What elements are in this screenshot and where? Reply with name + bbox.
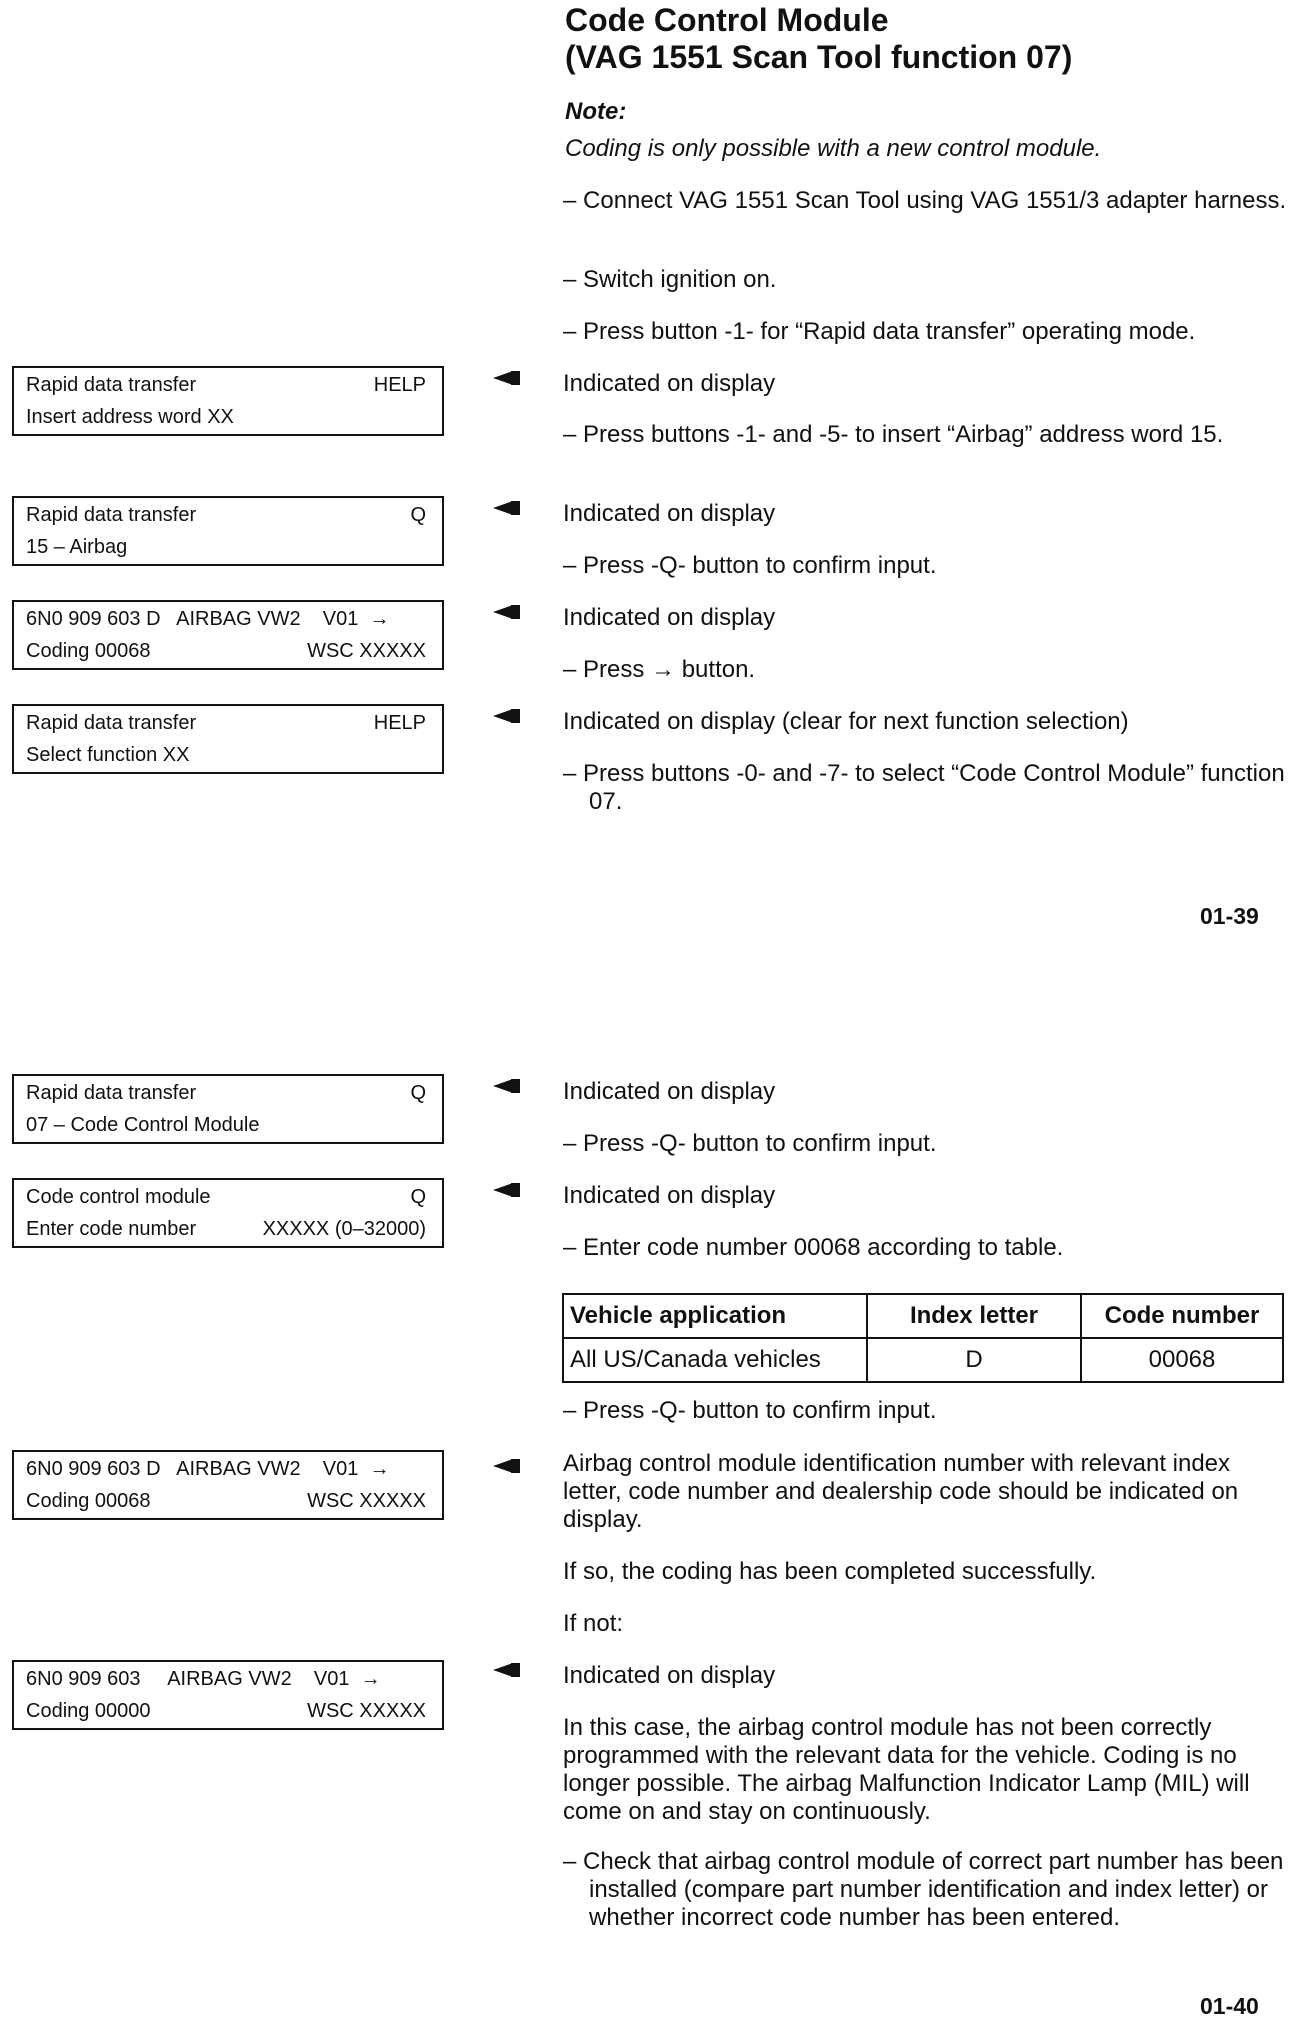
column-header: Vehicle application: [563, 1294, 867, 1338]
step-select-function-07: – Press buttons -0- and -7- to select “Code Control Module” function 07.: [563, 760, 1285, 815]
display-line-2: Select function XX: [26, 744, 190, 766]
display-line-1: Code control module: [26, 1186, 211, 1208]
coding-success-text: If so, the coding has been completed successfully.: [563, 1558, 1097, 1585]
display-box: [12, 600, 444, 670]
display-line-2: Coding 00000: [26, 1700, 151, 1722]
display-key-label: Q: [410, 1082, 426, 1104]
table-cell: D: [867, 1338, 1081, 1382]
indicated-on-display: Indicated on display: [563, 1078, 776, 1105]
table-header-row: [563, 1294, 1283, 1338]
display-line-2: Insert address word XX: [26, 406, 234, 428]
display-key-label: HELP: [373, 712, 426, 734]
note-label: Note:: [565, 98, 627, 125]
title-line-2: (VAG 1551 Scan Tool function 07): [565, 39, 1073, 75]
indicated-on-display: Indicated on display: [563, 604, 776, 631]
note-text: Coding is only possible with a new control module.: [565, 135, 1102, 162]
indicated-on-display: Indicated on display: [563, 1662, 776, 1689]
step-check-module: – Check that airbag control module of correct part number has been installed (compare part number identification and index letter) or whether incorrect code number has been entered.: [563, 1848, 1284, 1931]
step-confirm-input: – Press -Q- button to confirm input.: [563, 1130, 937, 1157]
column-header: Code number: [1081, 1294, 1283, 1338]
step-connect-scan-tool: – Connect VAG 1551 Scan Tool using VAG 1551/3 adapter harness.: [563, 187, 1287, 214]
display-box: [12, 1074, 444, 1144]
indicated-on-display: Indicated on display: [563, 370, 776, 397]
pointer-arrow-icon: [493, 604, 521, 620]
if-not-text: If not:: [563, 1610, 624, 1637]
display-key-label: HELP: [373, 374, 426, 396]
identification-note: Airbag control module identification number with relevant index letter, code number and dealership code should be indicated on display.: [563, 1450, 1239, 1533]
display-box: [12, 1450, 444, 1520]
indicated-on-display: Indicated on display: [563, 1182, 776, 1209]
title-line-1: Code Control Module: [565, 2, 889, 38]
display-box: [12, 1178, 444, 1248]
step-confirm-input: – Press -Q- button to confirm input.: [563, 1397, 937, 1424]
display-line-1: 6N0 909 603 D AIRBAG VW2 V01 →: [26, 1458, 390, 1480]
page-number: 01-40: [1200, 1993, 1259, 2019]
step-press-arrow: – Press → button.: [563, 656, 756, 683]
pointer-arrow-icon: [493, 1182, 521, 1198]
pointer-arrow-icon: [493, 1078, 521, 1094]
display-line-2-right: WSC XXXXX: [307, 640, 426, 662]
step-insert-address-word: – Press buttons -1- and -5- to insert “Airbag” address word 15.: [563, 421, 1224, 448]
pointer-arrow-icon: [493, 708, 521, 724]
step-confirm-input: – Press -Q- button to confirm input.: [563, 552, 937, 579]
display-line-2-right: WSC XXXXX: [307, 1490, 426, 1512]
table-cell: All US/Canada vehicles: [563, 1338, 867, 1382]
failure-explanation: In this case, the airbag control module has not been correctly programmed with the relevant data for the vehicle. Coding is no longer possible. The airbag Malfunction Indicator Lamp (MIL) will come on and stay on continuously.: [563, 1714, 1250, 1825]
column-header: Index letter: [867, 1294, 1081, 1338]
pointer-arrow-icon: [493, 1458, 521, 1474]
pointer-arrow-icon: [493, 370, 521, 386]
display-line-1: Rapid data transfer: [26, 374, 197, 396]
display-line-2: 15 – Airbag: [26, 536, 128, 558]
display-box: [12, 1660, 444, 1730]
display-key-label: Q: [410, 1186, 426, 1208]
display-key-label: Q: [410, 504, 426, 526]
display-line-1: Rapid data transfer: [26, 712, 197, 734]
display-box: [12, 366, 444, 436]
display-line-2: Enter code number: [26, 1218, 197, 1240]
coding-table: [562, 1293, 1284, 1383]
page-title: [565, 2, 1072, 76]
display-line-1: 6N0 909 603 D AIRBAG VW2 V01 →: [26, 608, 390, 630]
indicated-on-display-clear: Indicated on display (clear for next function selection): [563, 708, 1129, 735]
pointer-arrow-icon: [493, 1662, 521, 1678]
display-line-2: Coding 00068: [26, 1490, 151, 1512]
step-ignition-on: – Switch ignition on.: [563, 266, 777, 293]
display-box: [12, 496, 444, 566]
display-line-2-right: XXXXX (0–32000): [262, 1218, 426, 1240]
table-cell: 00068: [1081, 1338, 1283, 1382]
display-line-1: Rapid data transfer: [26, 1082, 197, 1104]
display-line-1: Rapid data transfer: [26, 504, 197, 526]
display-box: [12, 704, 444, 774]
display-line-2-right: WSC XXXXX: [307, 1700, 426, 1722]
display-line-1: 6N0 909 603 AIRBAG VW2 V01 →: [26, 1668, 381, 1690]
table-row: [563, 1338, 1283, 1382]
display-line-2: 07 – Code Control Module: [26, 1114, 260, 1136]
indicated-on-display: Indicated on display: [563, 500, 776, 527]
pointer-arrow-icon: [493, 500, 521, 516]
page-number: 01-39: [1200, 903, 1259, 929]
step-enter-code-number: – Enter code number 00068 according to table.: [563, 1234, 1064, 1261]
step-rapid-data-transfer: – Press button -1- for “Rapid data transfer” operating mode.: [563, 318, 1196, 345]
display-line-2: Coding 00068: [26, 640, 151, 662]
